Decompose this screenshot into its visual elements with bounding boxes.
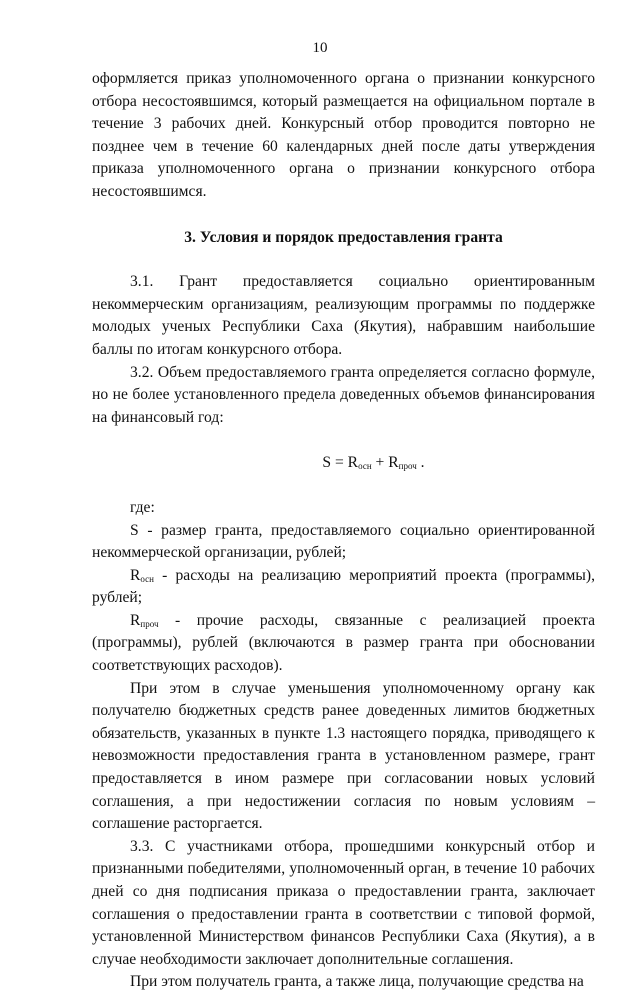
paragraph-3-2: 3.2. Объем предоставляемого гранта определяется согласно формуле, но не более установленного предела доведенных объемов финансирования на финансовый год: <box>92 363 595 426</box>
paragraph-3-1: 3.1. Грант предоставляется социально ориентированным некоммерческим организациям, реализующим программы по поддержке молодых ученых Республики Саха (Якутия), набравшим наибольшие баллы по итогам конкурсного отбора. <box>92 273 595 358</box>
definition-r-osn: $R_{осн}$ - расходы на реализацию мероприятий проекта (программы), рублей; <box>92 566 595 607</box>
where-label: где: <box>130 498 155 516</box>
definition-s: S - размер гранта, предоставляемого социально ориентированной некоммерческой организации, рублей; <box>92 521 595 562</box>
paragraph-continuation: оформляется приказ уполномоченного органа о признании конкурсного отбора несостоявшимся, который размещается на официальном портале в течение 3 рабочих дней. Конкурсный отбор проводится повторно не позднее чем в течение 60 календарных дней после даты утверждения приказа уполномоченного органа о признании конкурсного отбора несостоявшимся. <box>92 70 595 200</box>
paragraph-reduction: При этом в случае уменьшения уполномоченному органу как получателю бюджетных средств ранее доведенных лимитов бюджетных обязательств, указанных в пункте 1.3 настоящего порядка, приводящего к невозможности предоставления гранта в установленном размере, грант предоставляется в ином размере при согласовании новых условий соглашения, а при недостижении согласия по новым условиям – соглашение расторгается. <box>92 679 595 833</box>
paragraph-last: При этом получатель гранта, а также лица, получающие средства на <box>130 973 584 991</box>
grant-formula: $S = R_{осн} + R_{проч}$ . <box>322 454 425 472</box>
paragraph-3-3: 3.3. С участниками отбора, прошедшими конкурсный отбор и признанными победителями, уполномоченный орган, в течение 10 рабочих дней со дня подписания приказа о предоставлении гранта, заключает соглашения о предоставлении гранта в соответствии с типовой формой, установленной Министерством финансов Республики Саха (Якутия), а в случае необходимости заключает дополнительные соглашения. <box>92 837 595 968</box>
definition-r-proch: $R_{проч}$ - прочие расходы, связанные с реализацией проекта (программы), рублей (включаются в размер гранта при обосновании соответствующих расходов). <box>92 611 595 675</box>
section-heading: 3. Условия и порядок предоставления гранта <box>184 228 503 246</box>
page-number: 10 <box>312 40 328 56</box>
document-body <box>92 68 595 994</box>
